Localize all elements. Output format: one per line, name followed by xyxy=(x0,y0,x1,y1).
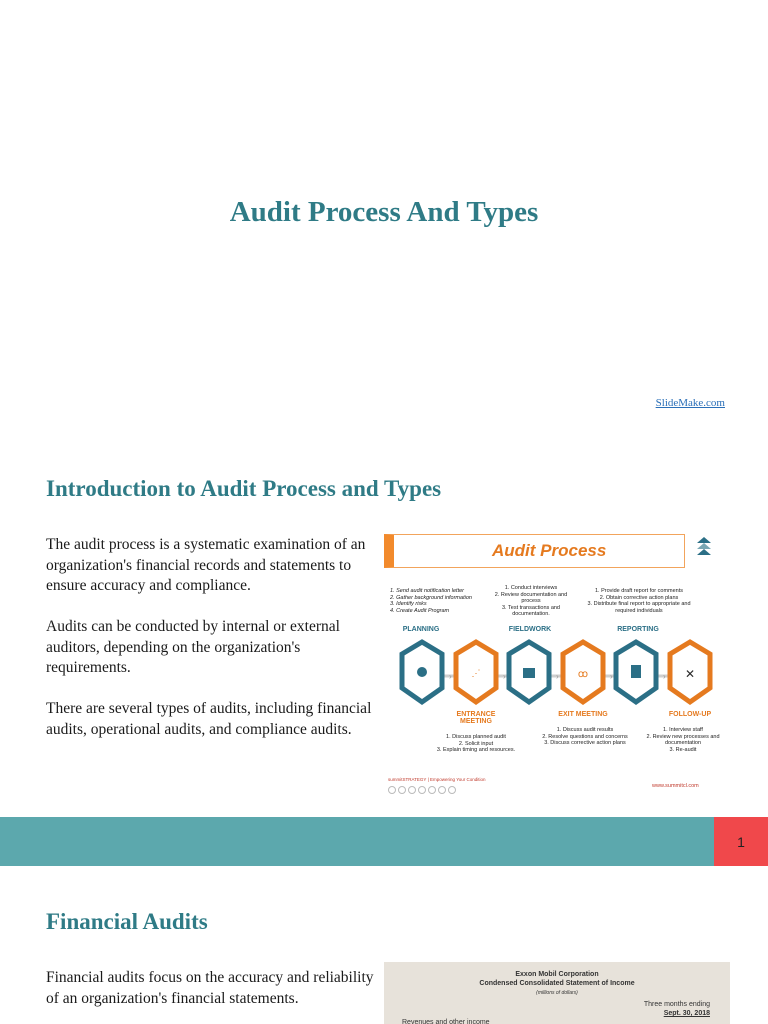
stage-reporting: REPORTING xyxy=(617,626,659,633)
intro-heading: Introduction to Audit Process and Types xyxy=(46,476,442,501)
figure-footer-left: summitSTRATEGY | Empowering Your Condition xyxy=(388,777,486,782)
figure-title: Audit Process xyxy=(492,541,607,560)
income-statement-figure xyxy=(384,962,730,1024)
reporting-hexagon xyxy=(616,642,656,702)
stage-entrance-meeting: ENTRANCE MEETING xyxy=(456,711,496,725)
followup-hexagon xyxy=(670,642,710,702)
statement-period-date: Sept. 30, 2018 xyxy=(663,1010,710,1017)
page-number: 1 xyxy=(714,817,768,866)
svg-text:›: › xyxy=(556,672,559,681)
exit-steps: 1. Discuss audit results 2. Resolve questions and concerns 3. Discuss corrective action plans xyxy=(542,727,628,746)
svg-text:›: › xyxy=(503,672,506,681)
statement-row-label: Revenues and other income xyxy=(402,1019,490,1024)
planning-hexagon xyxy=(402,642,442,702)
fieldwork-steps: 1. Conduct interviews 2. Review documentation and process 3. Test transactions and documentation. xyxy=(494,585,568,617)
slide-title: Audit Process And Types xyxy=(229,196,539,228)
intro-paragraph-1: The audit process is a systematic examination of an organization's financial records and statements to ensure accuracy and compliance. xyxy=(46,536,366,594)
entrance-hexagon xyxy=(456,642,496,702)
svg-text:✕: ✕ xyxy=(684,667,696,681)
stage-fieldwork: FIELDWORK xyxy=(508,626,552,633)
statement-units: (millions of dollars) xyxy=(536,990,578,996)
financial-audits-heading: Financial Audits xyxy=(46,909,208,934)
summit-logo-icon xyxy=(696,536,712,560)
exit-hexagon xyxy=(563,642,603,702)
svg-text:ꝏ: ꝏ xyxy=(577,669,589,680)
statement-title: Condensed Consolidated Statement of Income xyxy=(479,980,635,987)
financial-audits-paragraph: Financial audits focus on the accuracy and reliability of an organization's financial statements. xyxy=(46,969,374,1007)
stage-exit-meeting: EXIT MEETING xyxy=(558,711,608,718)
intro-paragraph-3: There are several types of audits, including financial audits, operational audits, and compliance audits. xyxy=(46,700,372,738)
intro-paragraph-2: Audits can be conducted by internal or external auditors, depending on the organization's requirements. xyxy=(46,618,340,676)
statement-period-label: Three months ending xyxy=(643,1001,710,1008)
svg-text:›: › xyxy=(663,672,666,681)
followup-steps: 1. Interview staff 2. Review new processes and documentation 3. Re-audit xyxy=(646,727,720,753)
planning-steps: 1. Send audit notification letter 2. Gather background information 3. Identify risks 4. Create Audit Program xyxy=(390,588,472,614)
fieldwork-hexagon xyxy=(509,642,549,702)
source-link[interactable]: SlideMake.com xyxy=(655,397,725,409)
svg-text:⋰: ⋰ xyxy=(471,668,481,678)
process-hexagons xyxy=(384,636,722,716)
audit-process-figure xyxy=(384,528,722,796)
figure-social-icons xyxy=(388,786,458,794)
slide-footer-band xyxy=(0,817,768,866)
statement-company: Exxon Mobil Corporation xyxy=(515,971,599,978)
stage-follow-up: FOLLOW-UP xyxy=(668,711,712,718)
stage-planning: PLANNING xyxy=(402,626,440,633)
svg-text:›: › xyxy=(610,672,613,681)
svg-text:›: › xyxy=(449,672,452,681)
entrance-steps: 1. Discuss planned audit 2. Solicit input 3. Explain timing and resources. xyxy=(436,734,516,753)
reporting-steps: 1. Provide draft report for comments 2. Obtain corrective action plans 3. Distribute final report to appropriate and required individuals xyxy=(587,588,691,614)
figure-footer-right: www.summitcl.com xyxy=(652,783,699,789)
